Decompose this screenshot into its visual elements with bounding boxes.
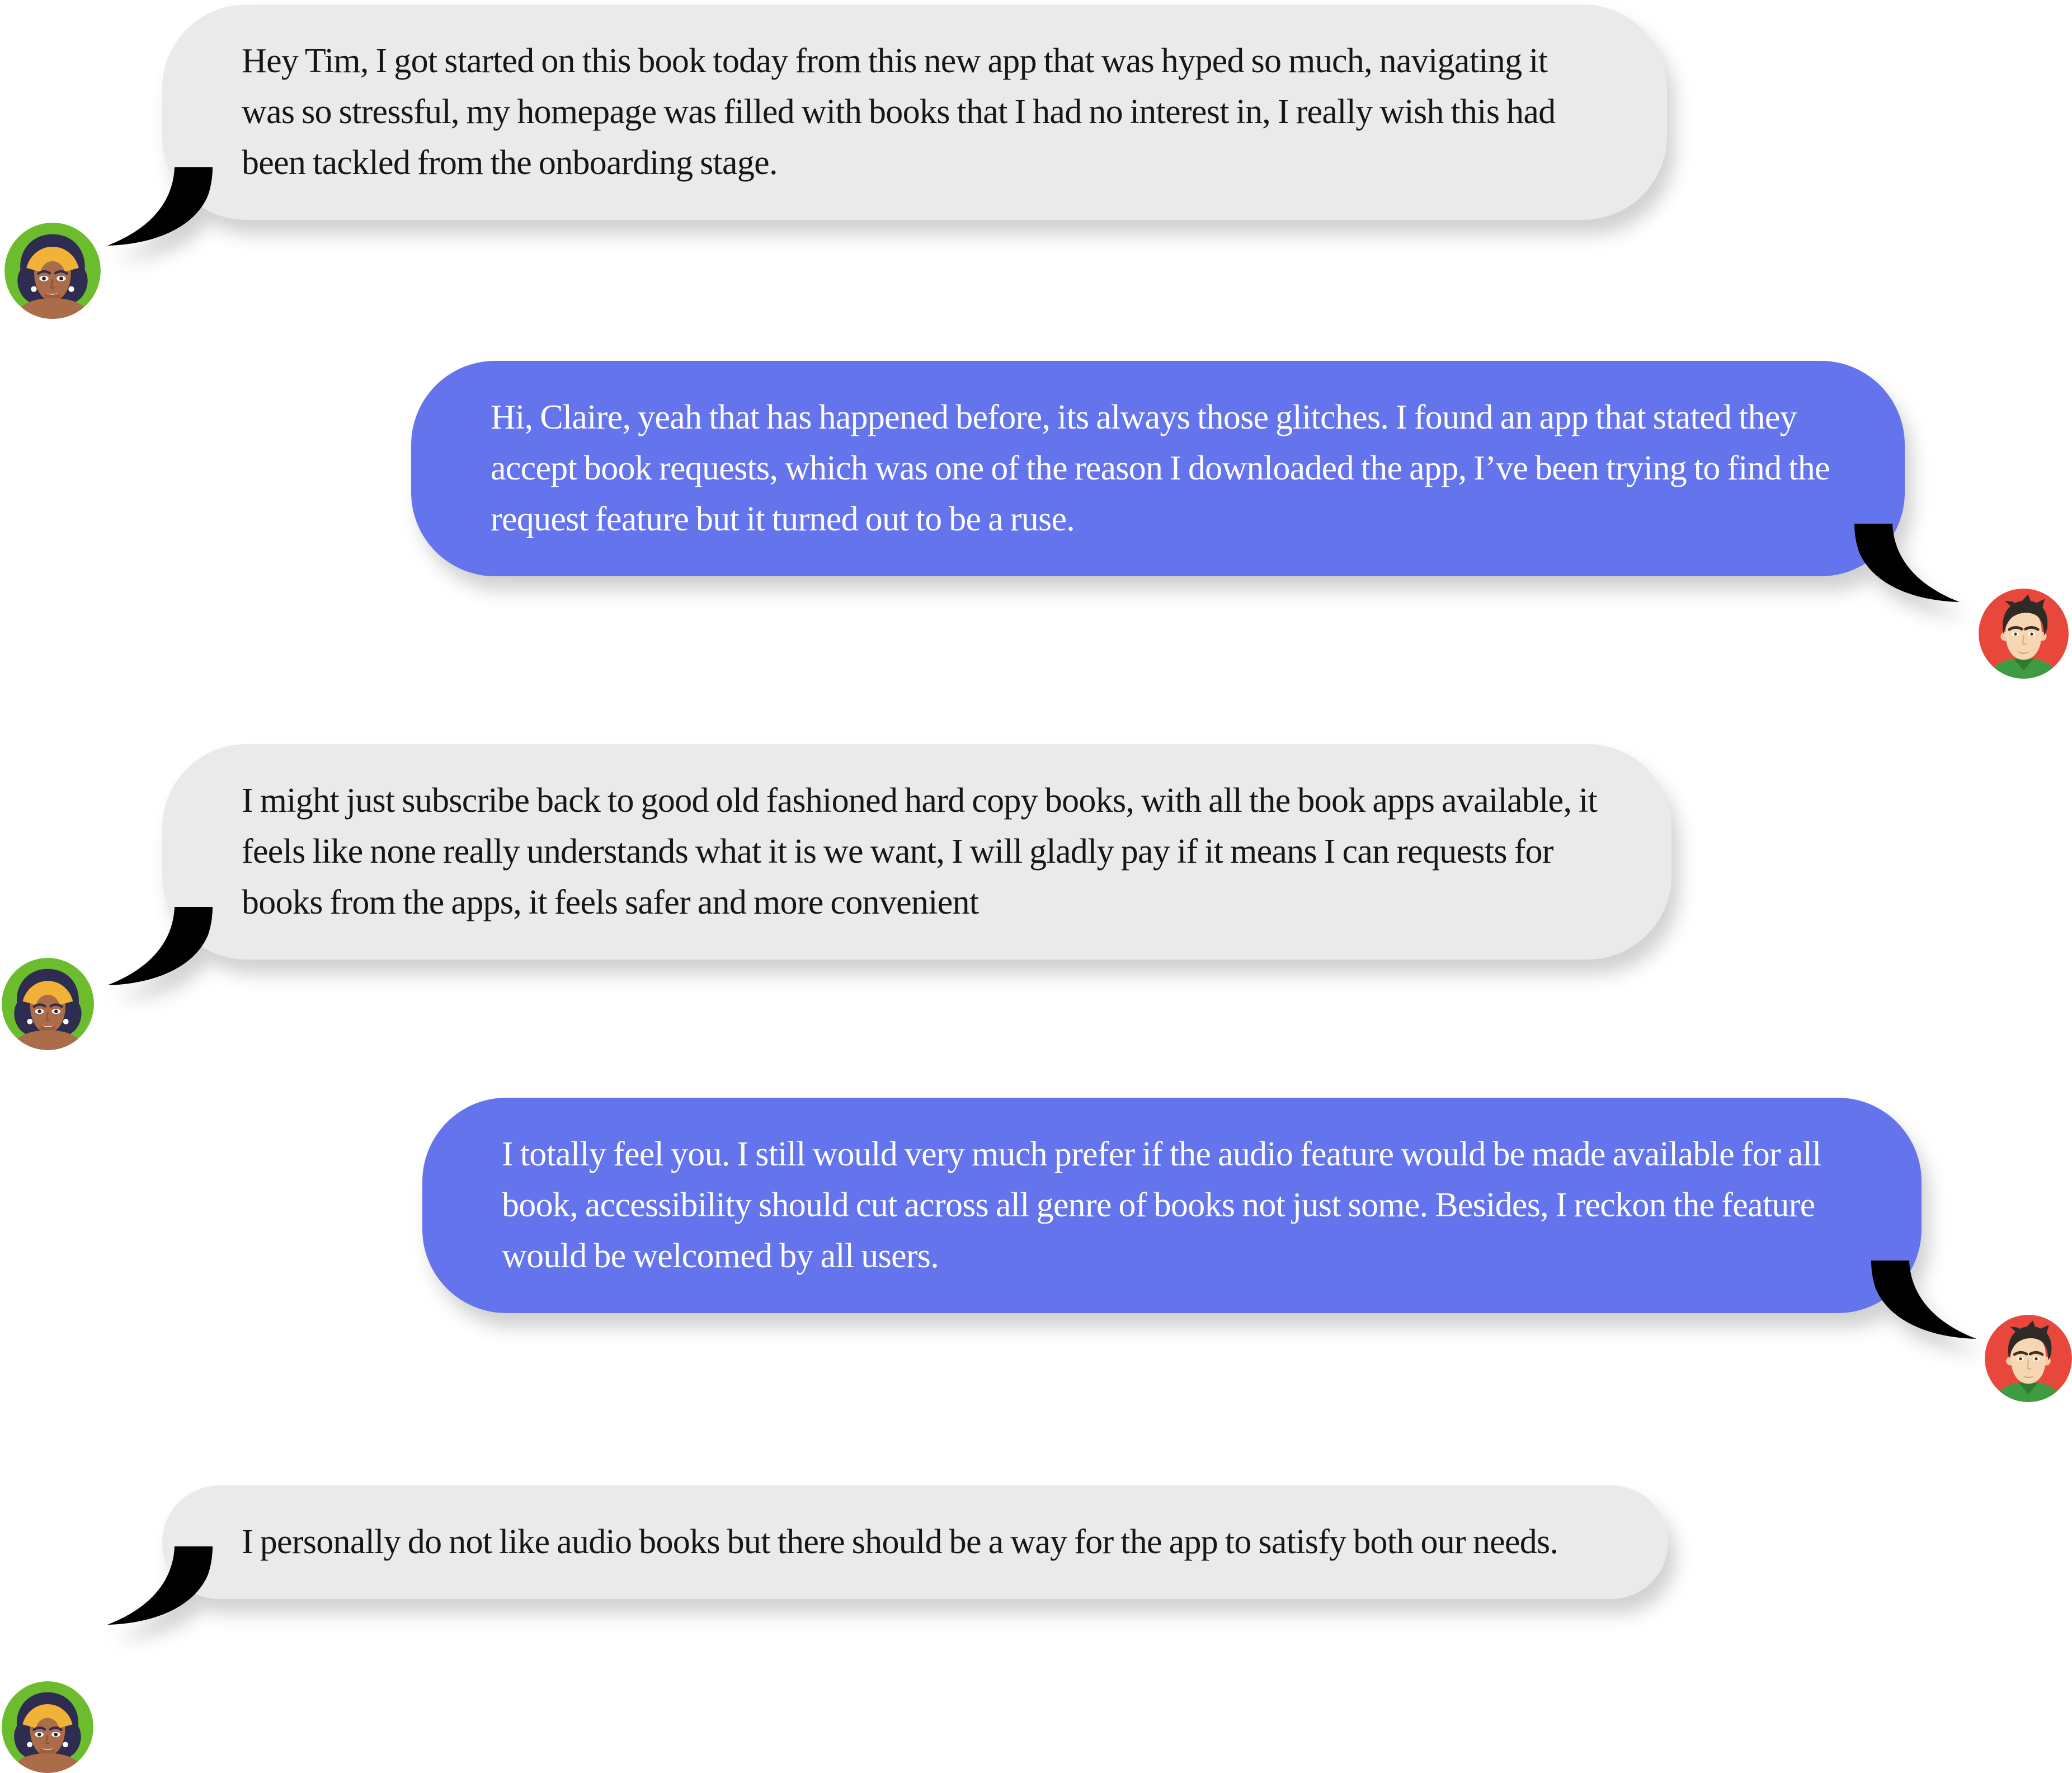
bubble-tail-icon [1842,507,1976,608]
woman-avatar-icon [4,223,101,319]
message-bubble-tim-1[interactable] [411,361,1905,576]
message-text: I personally do not like audio books but there should be a way for the app to satisfy both our needs. [242,1523,1558,1561]
man-avatar-icon [1979,589,2069,679]
avatar-claire[interactable] [2,958,94,1050]
message-bubble-claire-3[interactable] [162,1485,1668,1599]
bubble-tail-icon [91,1530,225,1630]
message-text: I might just subscribe back to good old fashioned hard copy books, with all the book apps available, it feels like none really understands what it is we want, I will gladly pay if it means I can requests for books from the apps, it feels safer and more convenient [242,782,1598,921]
message-text: Hey Tim, I got started on this book today from this new app that was hyped so much, navigating it was so stressful, my homepage was filled with books that I had no interest in, I really wish this had been tackled from the onboarding stage. [242,42,1556,182]
message-text: I totally feel you. I still would very much prefer if the audio feature would be made available for all book, accessibility should cut across all genre of books not just some. Besides, I reckon the feature would be welcomed by all users. [502,1135,1821,1275]
avatar-tim[interactable] [1979,589,2069,679]
woman-avatar-icon [2,958,94,1050]
message-bubble-tim-2[interactable] [422,1098,1922,1313]
message-bubble-claire-1[interactable] [162,4,1667,220]
avatar-tim[interactable] [1985,1315,2072,1402]
bubble-tail-icon [1859,1244,1993,1344]
message-text: Hi, Claire, yeah that has happened before, its always those glitches. I found an app that stated they accept book requests, which was one of the reason I downloaded the app, I’ve been trying to find the request feature but it turned out to be a ruse. [491,398,1830,538]
avatar-claire[interactable] [2,1681,93,1773]
bubble-tail-icon [91,151,225,251]
bubble-tail-icon [91,890,225,991]
woman-avatar-icon [2,1681,93,1773]
avatar-claire[interactable] [4,223,101,319]
message-bubble-claire-2[interactable] [162,744,1671,960]
man-avatar-icon [1985,1315,2072,1402]
